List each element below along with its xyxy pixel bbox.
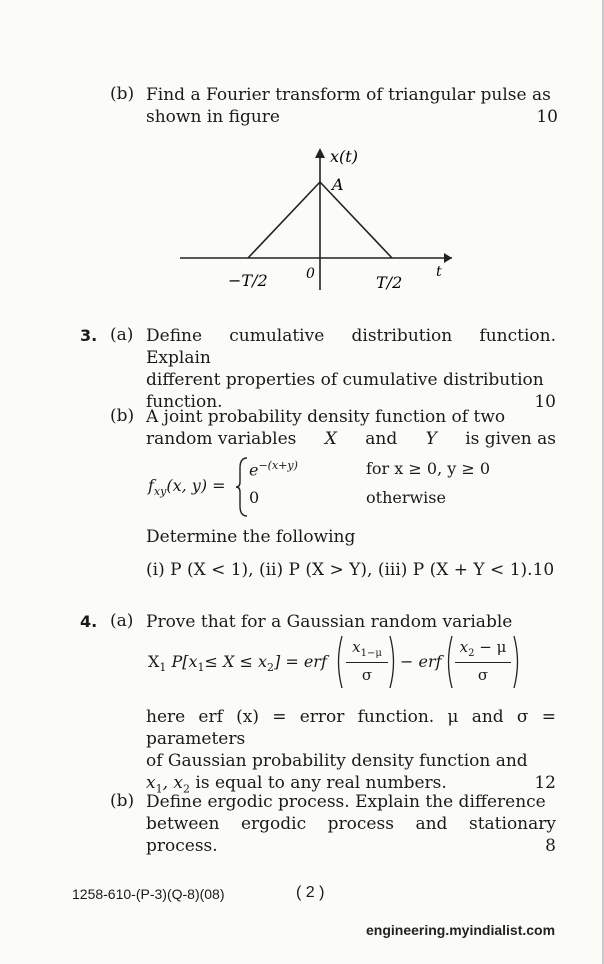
frac2-num: $x_2 - \mu$: [459, 638, 507, 659]
q2b-line2: shown in figure: [146, 107, 280, 127]
gaussian-equation: $X_1$ $P[x_1\le X \le x_2]$ = erf $x_{1-\mu}$ σ − erf $x_2 - \mu$ σ: [148, 634, 558, 692]
q3a-marks: 10: [534, 392, 556, 412]
minus-erf: − erf: [400, 652, 442, 671]
frac1-num: $x_{1-\mu}$: [352, 638, 382, 659]
paren-right-1: [388, 634, 398, 690]
q4b-text: [146, 791, 556, 857]
q3a-line1: Define cumulative distribution function. Explain: [146, 326, 556, 368]
pdf-case-1-cond: for x ≥ 0, y ≥ 0: [366, 459, 491, 478]
frac1-den: σ: [361, 666, 373, 684]
x-axis-label: t: [436, 264, 442, 280]
q4a-line1: Prove that for a Gaussian random variable: [146, 612, 513, 632]
paper-code: 1258-610-(P-3)(Q-8)(08): [72, 886, 225, 902]
q2b-text: [146, 84, 558, 128]
triangle-left-edge: [248, 182, 320, 258]
q3b-text: [146, 406, 556, 450]
pdf-case-2-cond: otherwise: [366, 488, 446, 507]
left-brace: [235, 456, 249, 518]
y-axis-arrow: [315, 148, 325, 158]
q3a-text: [146, 325, 556, 413]
q4b-line1: Define ergodic process. Explain the difference: [146, 792, 546, 812]
paren-left-1: [334, 634, 344, 690]
pdf-case-2-expr: 0: [249, 488, 260, 507]
q4a-line-of: of Gaussian probability density function and: [146, 751, 528, 771]
q3b-and: and: [365, 429, 398, 449]
q4a-here: [146, 706, 556, 800]
q3a-label: (a): [110, 325, 134, 345]
y-axis-label: x(t): [330, 147, 358, 166]
q4a-line-here: here erf (x) = error function. μ and σ = parameters: [146, 707, 556, 749]
q4b-label: (b): [110, 791, 135, 811]
q4-number: 4.: [80, 612, 98, 631]
page-number: ( 2 ): [296, 884, 325, 901]
q3b-var-y: Y: [425, 429, 437, 449]
pdf-lhs: $f_{xy}(x$, y) =: [148, 476, 226, 499]
origin-label: 0: [306, 266, 315, 282]
x-axis-arrow: [444, 253, 452, 263]
frac2-bar: [455, 662, 511, 663]
t-half-label: T/2: [376, 273, 403, 292]
q2b-label: (b): [110, 84, 135, 104]
frac2-den: σ: [477, 666, 489, 684]
q4a-marks: 12: [534, 773, 556, 793]
triangular-pulse-figure: [170, 140, 460, 300]
q2b-line1: Find a Fourier transform of triangular pulse as: [146, 85, 551, 105]
paren-right-2: [512, 634, 522, 690]
watermark-link[interactable]: engineering.myindialist.com: [366, 922, 556, 938]
q4b-marks: 8: [545, 836, 556, 856]
q3b-label: (b): [110, 406, 135, 426]
q3b-parts: (i) P (X < 1), (ii) P (X > Y), (iii) P (X + Y < 1).10: [146, 560, 555, 580]
q3b-var-x: X: [324, 429, 337, 449]
frac1-bar: [346, 662, 388, 663]
paren-left-2: [444, 634, 454, 690]
q4b-line2: between ergodic process and stationary process.: [146, 814, 556, 856]
q2b-marks: 10: [536, 107, 558, 127]
q3b-line2-post: is given as: [465, 429, 556, 449]
q3-number: 3.: [80, 326, 98, 345]
triangle-right-edge: [320, 182, 392, 258]
q3b-line2-pre: random variables: [146, 429, 297, 449]
peak-label: A: [332, 175, 344, 194]
q3b-marks: 10: [532, 560, 555, 580]
minus-t-half-label: −T/2: [228, 271, 268, 290]
q3b-determine: Determine the following: [146, 527, 356, 547]
q4a-label: (a): [110, 611, 134, 631]
q3a-line2: different properties of cumulative distribution: [146, 370, 544, 390]
q3b-line1: A joint probability density function of two: [146, 407, 506, 427]
q4a-line-x: $x_1$, $x_2$ is equal to any real numbers. 12: [146, 773, 556, 796]
pdf-case-1-expr: $e^{-(x+y)}$: [249, 459, 298, 480]
q3a-line3: function.: [146, 392, 223, 412]
